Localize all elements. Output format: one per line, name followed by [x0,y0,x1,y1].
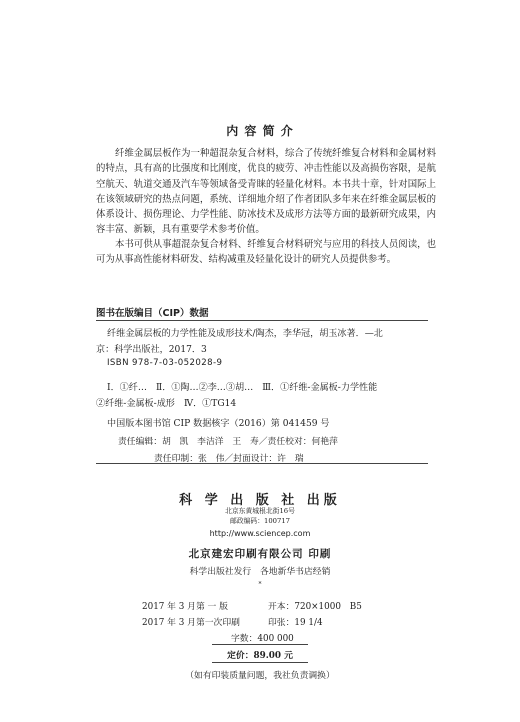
summary-heading: 内 容 简 介 [226,124,294,138]
price-bottom-rule [212,662,308,663]
cip-book-line: 纤维金属层板的力学性能及成形技术/陶杰，李华冠，胡玉冰著．—北 [107,329,383,339]
format-line: 开本：720×1000 B5 [268,602,362,612]
publisher-address: 北京东黄城根北街16号 [225,507,295,515]
summary-paragraph-2 [96,237,436,268]
quality-notice: （如有印装质量问题，我社负责调换） [185,671,335,681]
word-count-line: 字数：400 000 [231,634,294,644]
distribution-line: 科学出版社发行 各地新华书店经销 [189,567,331,577]
summary-text-1: 纤维金属层板作为一种超混杂复合材料，综合了传统纤维复合材料和金属材料的特点，具有高的比强度和比刚度，优良的疲劳、冲击性能以及高损伤容限，是航空航天、轨道交通及汽车等领域备受青睐的轻量化材料。本书共十章，针对国际上在该领域研究的热点问题，系统、详细地介绍了作者团队多年来在纤维金属层板的体系设计、损伤理论、力学性能、防冰技术及成形方法等方面的最新研究成果，内容丰富、新颖，具有重要学术参考价值。 [96,148,436,236]
cip-classification-1: Ⅰ．①纤… Ⅱ．①陶…②李…③胡… Ⅲ．①纤维-金属板-力学性能 [107,383,378,393]
cip-title: 图书在版编目（CIP）数据 [96,308,209,319]
publisher-url: http://www.sciencep.com [209,529,311,538]
printing-line: 2017 年 3 月第一次印刷 [142,618,240,628]
printer-name: 北京建宏印刷有限公司 印刷 [188,548,332,560]
cip-classification-2: ②纤维-金属板-成形 Ⅳ．①TG14 [96,399,237,409]
summary-paragraph-1 [96,146,436,238]
edition-line: 2017 年 3 月第 一 版 [142,602,228,612]
publisher-name: 科 学 出 版 社 出版 [179,493,341,508]
cip-top-rule [96,320,428,321]
cip-publisher-line: 京：科学出版社，2017．3 [96,345,207,355]
cip-isbn: ISBN 978-7-03-052028-9 [107,358,223,368]
sheets-line: 印张：19 1/4 [268,618,323,628]
publisher-postcode: 邮政编码：100717 [230,517,290,525]
printing-credit: 责任印制：张 伟／封面设计：许 瑞 [154,454,304,464]
price: 定价：89.00 元 [227,651,293,661]
cip-record-number: 中国版本图书馆 CIP 数据核字（2016）第 041459 号 [107,419,330,429]
price-top-rule [212,644,308,645]
summary-text-2: 本书可供从事超混杂复合材料、纤维复合材料研究与应用的科技人员阅读，也可为从事高性能材料研发、结构减重及轻量化设计的研究人员提供参考。 [96,239,436,266]
separator-star: * [258,581,262,588]
editor-credit: 责任编辑：胡 凯 李洁洋 王 寿／责任校对：何艳萍 [118,437,338,447]
